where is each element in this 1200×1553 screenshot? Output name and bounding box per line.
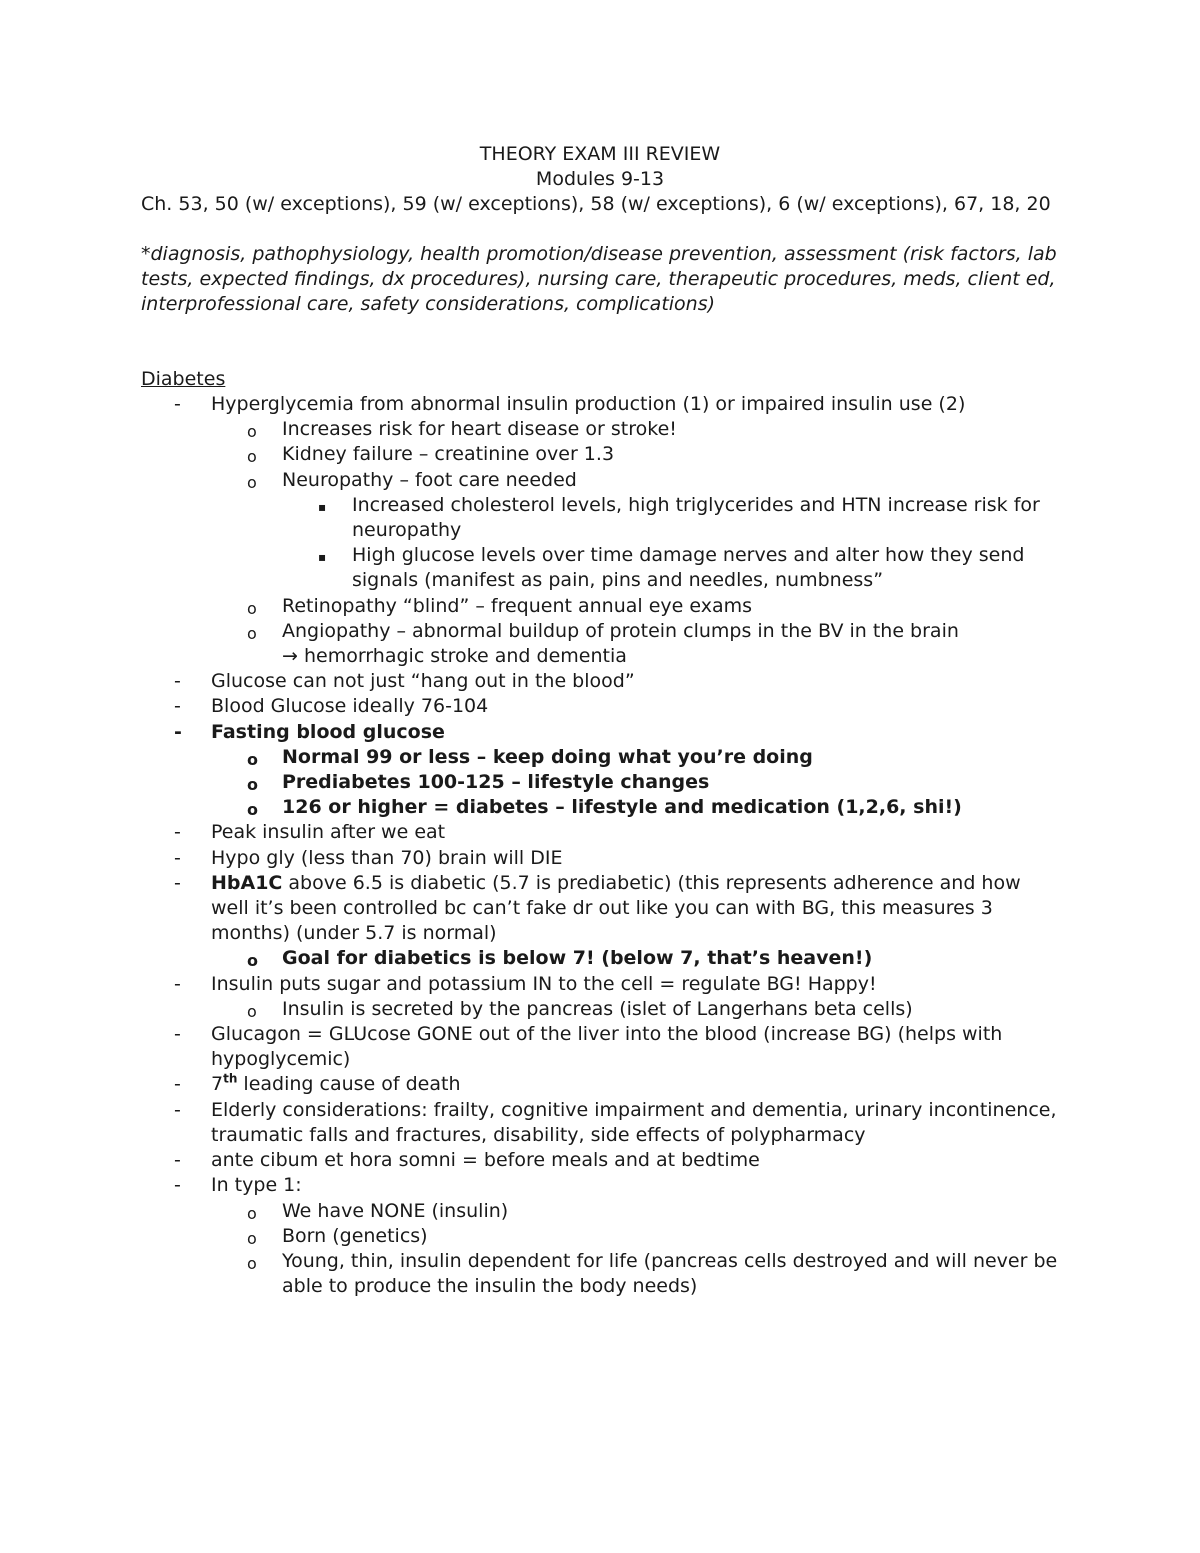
note-text: ante cibum et hora somni = before meals and at bedtime (211, 1149, 760, 1172)
list-item (0, 820, 1200, 845)
list-item (0, 694, 1200, 719)
note-text: Neuropathy – foot care needed (282, 468, 577, 491)
note-text: Increases risk for heart disease or stroke! (282, 418, 677, 441)
dash-bullet: - (174, 393, 181, 415)
note-text: Born (genetics) (282, 1224, 428, 1247)
page-title: THEORY EXAM III REVIEW (479, 143, 721, 165)
list-item (0, 392, 1200, 417)
list-item (0, 745, 1200, 770)
list-item (0, 442, 1200, 467)
circle-bullet: o (247, 951, 258, 971)
dash-bullet: - (174, 1174, 181, 1197)
note-text: Hypo gly (less than 70) brain will DIE (211, 846, 563, 869)
note-text: Peak insulin after we eat (211, 821, 446, 844)
chapter-list: Ch. 53, 50 (w/ exceptions), 59 (w/ exceptions), 58 (w/ exceptions), 6 (w/ exceptions), 67, 18, 20 (141, 193, 1051, 215)
scope-note: *diagnosis, pathophysiology, health promotion/disease prevention, assessment (risk factors, lab tests, expected findings, dx procedures), nursing care, therapeutic procedures, meds, client ed, interprofessional care, safety considerations, complications) (141, 243, 1057, 316)
circle-bullet: o (247, 623, 257, 643)
list-item (0, 720, 1200, 745)
dash-bullet: - (174, 1023, 181, 1046)
list-item (0, 1148, 1200, 1173)
note-text: We have NONE (insulin) (282, 1199, 509, 1222)
list-item (0, 1098, 1200, 1148)
note-text: Angiopathy – abnormal buildup of protein clumps in the BV in the brain (282, 619, 959, 642)
note-keyword: HbA1C (211, 871, 283, 894)
dash-bullet: - (174, 821, 181, 844)
note-text: Insulin is secreted by the pancreas (islet of Langerhans beta cells) (282, 997, 913, 1020)
list-item (0, 417, 1200, 442)
page-subtitle: Modules 9-13 (535, 168, 665, 190)
note-text: Kidney failure – creatinine over 1.3 (282, 443, 615, 466)
note-text: Insulin puts sugar and potassium IN to the cell = regulate BG! Happy! (211, 972, 877, 995)
note-text: Hyperglycemia from abnormal insulin production (1) or impaired insulin use (2) (211, 393, 966, 415)
list-item (0, 871, 1200, 947)
list-item (0, 1173, 1200, 1198)
note-text: Blood Glucose ideally 76-104 (211, 695, 489, 718)
dash-bullet: - (174, 846, 181, 869)
note-text: Increased cholesterol levels, high triglycerides and HTN increase risk for neuropathy (352, 493, 1040, 542)
list-item (0, 1199, 1200, 1224)
list-item (0, 1022, 1200, 1072)
circle-bullet: o (247, 598, 257, 618)
note-text: Retinopathy “blind” – frequent annual eye exams (282, 594, 753, 617)
list-item (0, 619, 1200, 669)
note-text: In type 1: (211, 1174, 302, 1197)
section-heading-diabetes: Diabetes (141, 368, 226, 390)
dash-bullet: - (174, 972, 181, 995)
circle-bullet: o (247, 1253, 257, 1273)
circle-bullet: o (247, 1203, 257, 1223)
note-text: 7 (211, 1073, 224, 1096)
square-bullet: ▪ (318, 550, 327, 565)
list-item (0, 1072, 1200, 1097)
dash-bullet: - (174, 1149, 181, 1172)
list-item (0, 972, 1200, 997)
dash-bullet: - (174, 1073, 181, 1096)
list-item (0, 946, 1200, 971)
note-text: Elderly considerations: frailty, cognitive impairment and dementia, urinary incontinence, traumatic falls and fractures, disability, side effects of polypharmacy (211, 1098, 1057, 1146)
note-text: above 6.5 is diabetic (5.7 is prediabetic) (this represents adherence and how well it’s been controlled bc can’t fake dr out like you can with BG, this measures 3 months) (under 5.7 is normal) (211, 871, 1021, 945)
dash-bullet: - (174, 1098, 181, 1121)
list-item (0, 1224, 1200, 1249)
arrow-icon: → (282, 645, 304, 668)
diabetes-notes (0, 392, 1200, 1299)
note-text: Glucagon = GLUcose GONE out of the liver into the blood (increase BG) (helps with hypoglycemic) (211, 1023, 1003, 1071)
circle-bullet: o (247, 447, 257, 467)
note-text: Goal for diabetics is below 7! (below 7, that’s heaven!) (282, 947, 873, 970)
note-text: hemorrhagic stroke and dementia (303, 645, 627, 668)
circle-bullet: o (247, 1001, 257, 1021)
circle-bullet: o (247, 1228, 257, 1248)
dash-bullet: - (174, 670, 181, 693)
list-item (0, 669, 1200, 694)
square-bullet: ▪ (318, 499, 327, 514)
circle-bullet: o (247, 800, 258, 820)
circle-bullet: o (247, 775, 258, 795)
list-item (0, 795, 1200, 820)
list-item (0, 543, 1200, 593)
note-text: Prediabetes 100-125 – lifestyle changes (282, 771, 710, 794)
list-item (0, 846, 1200, 871)
dash-bullet: - (174, 695, 181, 718)
list-item (0, 770, 1200, 795)
list-item (0, 468, 1200, 493)
note-text: Glucose can not just “hang out in the blood” (211, 670, 635, 693)
note-text: High glucose levels over time damage nerves and alter how they send signals (manifest as pain, pins and needles, numbness” (352, 544, 1025, 592)
note-text: leading cause of death (237, 1073, 461, 1096)
note-text: Normal 99 or less – keep doing what you’re doing (282, 745, 813, 768)
circle-bullet: o (247, 749, 258, 769)
ordinal-suffix: th (223, 1072, 238, 1087)
list-item (0, 493, 1200, 543)
list-item (0, 594, 1200, 619)
dash-bullet: - (174, 871, 181, 894)
dash-bullet: - (174, 720, 182, 743)
note-text: 126 or higher = diabetes – lifestyle and medication (1,2,6, shi!) (282, 796, 962, 819)
list-item (0, 997, 1200, 1022)
circle-bullet: o (247, 472, 257, 492)
note-text: Fasting blood glucose (211, 720, 445, 743)
list-item (0, 1249, 1200, 1299)
circle-bullet: o (247, 422, 257, 442)
note-text: Young, thin, insulin dependent for life (pancreas cells destroyed and will never be able to produce the insulin the body needs) (282, 1249, 1058, 1298)
